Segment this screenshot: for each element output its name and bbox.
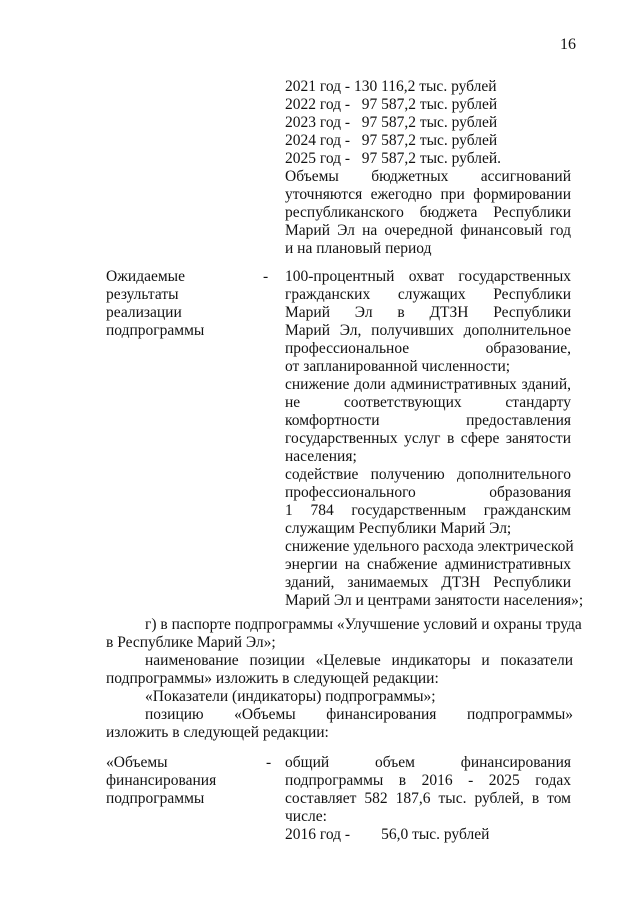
results-line: снижение доли административных зданий, <box>285 376 571 393</box>
funding-year-line: 2023 год - 97 587,2 тыс. рублей <box>285 114 498 131</box>
funding-text-line: числе: <box>285 808 327 825</box>
funding-year-line: 2025 год - 97 587,2 тыс. рублей. <box>285 150 502 167</box>
funding-dash: - <box>266 754 272 771</box>
results-line: служащим Республики Марий Эл; <box>285 520 512 537</box>
results-label-line: реализации <box>106 304 182 321</box>
funding-label-line: подпрограммы <box>106 790 205 807</box>
results-line: профессиональное образование, <box>285 340 571 357</box>
results-line: 100-процентный охват государственных <box>285 268 571 285</box>
body-line: наименование позиции «Целевые индикаторы и показатели <box>145 652 573 669</box>
funding-year-line: 2022 год - 97 587,2 тыс. рублей <box>285 96 498 113</box>
funding-text-line: 2016 год - 56,0 тыс. рублей <box>285 826 490 843</box>
results-line: профессионального образования <box>285 484 571 501</box>
body-line: «Показатели (индикаторы) подпрограммы»; <box>145 688 436 705</box>
results-line: комфортности предоставления <box>285 412 571 429</box>
funding-label-line: финансирования <box>106 772 217 789</box>
results-label-line: подпрограммы <box>106 322 205 339</box>
body-line: подпрограммы» изложить в следующей редакции: <box>106 670 439 687</box>
results-line: гражданских служащих Республики <box>285 286 571 303</box>
results-label-line: Ожидаемые <box>106 268 185 285</box>
results-line: Марий Эл, получивших дополнительное <box>285 322 571 339</box>
results-line: от запланированной численности; <box>285 358 511 375</box>
funding-note-line: Объемы бюджетных ассигнований <box>285 168 571 185</box>
results-line: энергии на снабжение административных <box>285 556 571 573</box>
results-dash: - <box>263 268 269 285</box>
funding-text-line: общий объем финансирования <box>285 754 571 771</box>
results-line: Марий Эл и центрами занятости населения»; <box>285 592 584 609</box>
results-label-line: результаты <box>106 286 179 303</box>
funding-year-line: 2024 год - 97 587,2 тыс. рублей <box>285 132 498 149</box>
results-line: 1 784 государственным гражданским <box>285 502 571 519</box>
body-line: позицию «Объемы финансирования подпрограммы» <box>145 706 573 723</box>
results-line: государственных услуг в сфере занятости <box>285 430 571 447</box>
funding-note-line: республиканского бюджета Республики <box>285 204 571 221</box>
funding-text-line: составляет 582 187,6 тыс. рублей, в том <box>285 790 571 807</box>
funding-text-line: подпрограммы в 2016 - 2025 годах <box>285 772 571 789</box>
body-line: г) в паспорте подпрограммы «Улучшение условий и охраны труда <box>145 616 582 633</box>
funding-year-line: 2021 год - 130 116,2 тыс. рублей <box>285 78 497 95</box>
funding-note-line: и на плановый период <box>285 240 432 257</box>
results-line: зданий, занимаемых ДТЗН Республики <box>285 574 571 591</box>
page-number: 16 <box>560 36 576 53</box>
results-line: населения; <box>285 448 357 465</box>
body-line: изложить в следующей редакции: <box>106 724 329 741</box>
funding-note-line: Марий Эл на очередной финансовый год <box>285 222 571 239</box>
results-line: снижение удельного расхода электрической <box>285 538 574 555</box>
funding-label-line: «Объемы <box>106 754 168 771</box>
results-line: Марий Эл в ДТЗН Республики <box>285 304 571 321</box>
results-line: содействие получению дополнительного <box>285 466 571 483</box>
results-line: не соответствующих стандарту <box>285 394 571 411</box>
body-line: в Республике Марий Эл»; <box>106 634 276 651</box>
funding-note-line: уточняются ежегодно при формировании <box>285 186 571 203</box>
